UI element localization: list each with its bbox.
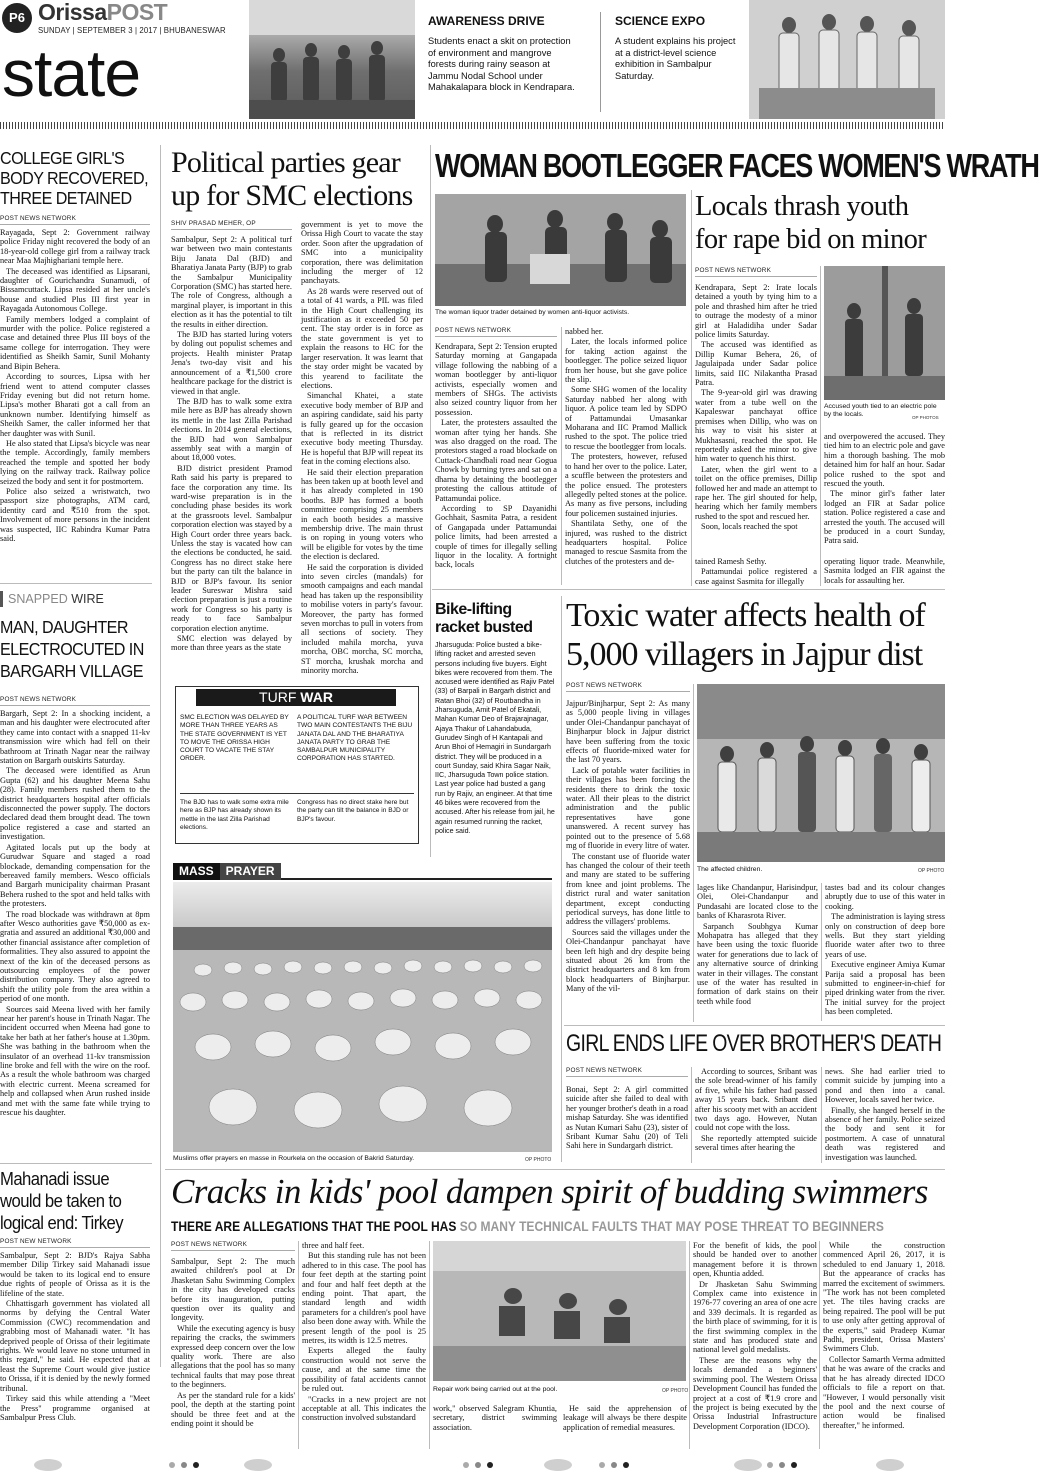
- rape-byline-wrap: [695, 267, 817, 280]
- mass-prayer-label: [173, 862, 552, 880]
- college-girl-article: [0, 148, 150, 574]
- paragraph: Sarpanch Soubhgya Kumar Mohapatra has alleged that they have been using the toxic fluoride water for generations due to lack of any alternative source of drinking water in their villages. The constant use of the water has resulted in formation of dark stains on their teeth while food: [697, 921, 818, 1006]
- column-rule: [691, 190, 692, 586]
- divider: [564, 1025, 945, 1026]
- paragraph: The deceased were identified as Arun Gupta (62) and his daughter Meena Sahu (28). Family members rushed them to the district headquarters hospital after officials disconnected the power supply. The doctors declared dead them brought dead. The town police registered a case and started an investigation.: [0, 766, 150, 842]
- toxic-body-col1: [566, 699, 690, 1021]
- headline-line: Political parties gear: [171, 146, 400, 179]
- smc-article: [171, 220, 427, 676]
- headline-line: Toxic water affects health of: [566, 597, 925, 634]
- fact-text: Congress has no direct stake here but the party can tilt the balance in BJD or BJP's favour.: [297, 799, 409, 823]
- paragraph: SMC election was delayed by more than three years as the state: [171, 634, 292, 653]
- paragraph: Dr Jhasketan Sahu Swimming Complex came into existence in 1976-77 covering an area of one acre and 339 decimals. It is regarded as the birth place of swimming, for it is the first swimming complex in the state and has produced state and national level gold medalists.: [693, 1279, 817, 1355]
- bootlegger-byline-wrap: [435, 327, 557, 340]
- paragraph: Sources said Meena lived with her family near her parent's house in Trinath Nagar. The incident occurred when Meena had gone to take her bath at her father's house at 1.30pm. She was bathing in the bathroom when the insulator of an overhead 11-kv transmission line broke and fell with the wire on the roof. As a result the whole bathroom was charged with electric current. Meena screamed for help and collapsed when Arun rushed inside and met with the same fate while trying to rescue his daughter.: [0, 1004, 150, 1118]
- brand-name-orissa: Orissa: [38, 0, 107, 25]
- headline-line: Mahanadi issue: [0, 1168, 110, 1189]
- paragraph: Sambalpur, Sept 2: The much awaited children's pool at Dr Jhasketan Sahu Swimming Complex in the city has developed cracks before its inauguration, putting question over its quality and longevity.: [171, 1257, 295, 1323]
- column-rule: [689, 1241, 690, 1449]
- photo-caption: Muslims offer prayers en masse in Rourkela on the occasion of Bakrid Saturday.: [173, 1155, 415, 1162]
- bootlegger-headline: WOMAN BOOTLEGGER FACES WOMEN'S WRATH: [435, 147, 1039, 184]
- paragraph: The BJD has to walk some extra mile here as BJP has already shown its mettle in the last Zilla Parishad elections. In 2014 general elections, the BJD had won Sambalpur assembly seat with a margin of about 18,000 votes.: [171, 396, 292, 463]
- registration-marks-graphic: [0, 1458, 945, 1479]
- photo-credit: OP PHOTO: [525, 1157, 552, 1163]
- paragraph: "Cracks in a new project are not acceptable at all. This indicates the construction involved substandard: [302, 1394, 426, 1423]
- headline-line: racket busted: [435, 619, 533, 636]
- fact-text: A POLITICAL TURF WAR BETWEEN TWO MAIN CONTESTANTS THE BIJU JANATA DAL AND THE BHARATIYA JANATA PARTY TO GRAB THE SAMBALPUR MUNICIPALITY CORPORATION HAS STARTED.: [297, 714, 413, 763]
- column-rule: [819, 1241, 820, 1449]
- mahanadi-headline: [0, 1168, 149, 1234]
- mahanadi-article: [0, 1168, 150, 1447]
- accused-youth-photo: [824, 266, 945, 400]
- paragraph: lages like Chandanpur, Harisindpur, Olei, Olei-Chandanpur and Pundasahi are located close to the banks of Kharasrota River.: [697, 883, 818, 921]
- paragraph: Finally, she hanged herself in the absence of her family. Police seized the body and sent it for postmortem. A case of unnatural death was registered and investigation was launched.: [825, 1105, 945, 1162]
- teaser-text: A student explains his project at a district-level science exhibition in Sambalpur Saturday.: [615, 36, 736, 81]
- paragraph: The 9-year-old girl was drawing water from a tube well on the Kapaleswar panchayat office premises when Dillip, who was on his way to visit his sister at Mukhasasni, reached the spot. He reportedly asked the minor to give him water to quench his thirst.: [695, 388, 817, 464]
- kicker: [0, 591, 150, 607]
- paragraph: Bonai, Sept 2: A girl committed suicide after she failed to deal with her younger brother's death in a road mishap Saturday. She was identified as Nutan Kumari Sahu (23), sister of Sribant Kumar Sahu (20) of Teli Sahi here in Sundargarh district.: [566, 1085, 688, 1151]
- rape-body-col2: [824, 432, 945, 548]
- column-rule: [160, 145, 161, 1367]
- suicide-body-col1: [566, 1085, 688, 1165]
- smc-headline: [171, 146, 429, 212]
- byline: POST NEWS NETWORK: [171, 1241, 295, 1251]
- kicker-text: WIRE: [71, 592, 104, 606]
- paragraph: Simanchal Khatei, a state executive body member of BJP and an aspiring candidate, said his party is fully geared up for the occasion that is reflected in its district executive body meeting Thursday. He is hopeful that BJP will repeat its feat in the coming elections also.: [301, 391, 423, 467]
- rape-body-col1: [695, 283, 817, 555]
- college-headline: [0, 148, 150, 208]
- paragraph: Lack of potable water facilities in their villages has been forcing the residents there to drink the toxic water. All their pleas to the district administration and the public representatives have gone unanswered. A recent survey has pointed out to the presence of 5.68 mg of fluoride in every litre of water.: [566, 765, 690, 851]
- bike-headline: [435, 601, 556, 637]
- paragraph: Kendrapara, Sept 2: Tension erupted Saturday morning at Gangapada village following the nabbing of a woman bootlegger by anti-liquor activists, especially women and members of SHGs. The activists also seized country liquor from her possession.: [435, 342, 557, 417]
- paragraph: government is yet to move the Orissa High Court to vacate the stay order. Soon after the upgradation of SMC into a municipality corporation, there was delimitation including the merger of 12 panchayats.: [301, 220, 423, 286]
- article-body-col1: [171, 235, 292, 665]
- byline: POST NEWS NETWORK: [566, 1067, 688, 1077]
- paragraph: Shantilata Sethy, one of the injured, was rushed to the district headquarters hospital. Police managed to rescue Sasmita from the clutches of the protesters and de-: [565, 519, 687, 566]
- paragraph: Some SHG women of the locality Saturday nabbed her along with liquor. A police team led by SDPO of Pattamundai Umasankar Moharana and IIC Pramod Mallick rushed to the spot. The police tried to rescue the bootlegger from locals.: [565, 385, 687, 451]
- label-text: PRAYER: [220, 863, 281, 880]
- awareness-drive-illustration: [249, 0, 415, 119]
- turf-fact: [180, 799, 290, 832]
- masthead-separator: [0, 122, 945, 129]
- divider: [0, 1163, 152, 1164]
- headline-line: Locals thrash youth: [695, 191, 909, 222]
- banner-text: WAR: [300, 689, 333, 705]
- paragraph: Jajpur/Binjharpur, Sept 2: As many as 5,000 people living in villages under Olei-Chandanpur panchayat of Binjharpur block in Jajpur district have been suffering from the toxic effects of fluoride-mixed water for the last 70 years.: [566, 699, 690, 765]
- pool-headline: Cracks in kids' pool dampen spirit of budding swimmers: [171, 1172, 928, 1211]
- brand-logo: [38, 0, 167, 26]
- turf-war-box: [175, 686, 419, 844]
- turf-divider: [180, 793, 414, 794]
- paragraph: While the executing agency is busy repairing the cracks, the swimmers expressed deep concern over the low quality work. There are also allegations that the pool has so many technical faults that may pose threat to the beginners.: [171, 1323, 295, 1390]
- byline: POST NEW NETWORK: [0, 1238, 150, 1248]
- headline-line: COLLEGE GIRL'S: [0, 148, 125, 168]
- column-rule: [561, 596, 562, 1162]
- paragraph: While the construction commenced April 26, 2017, it is scheduled to end January 1, 2018. But the appearance of cracks has marred the excitement of swimmers. "The work has not been completed yet. The tiles having cracks are being repaired. The pool will be put to use only after getting approval of the experts," said Pradeep Kumar Padhi, president, Orissa Masters' Swimmers Club.: [823, 1241, 945, 1354]
- byline: SHIV PRASAD MEHER, OP: [171, 220, 292, 230]
- photo-caption: The affected children.: [697, 866, 763, 873]
- paragraph: Sambalpur, Sept 2: BJD's Rajya Sabha member Dilip Tirkey said Mahanadi issue would be taken to its logical end to ensure due rights of people of Orissa as it is the lifeline of the state.: [0, 1251, 150, 1298]
- suicide-body-col3: [825, 1067, 945, 1165]
- science-expo-illustration: [749, 0, 945, 119]
- paragraph: Sources said the villages under the Olei-Chandanpur panchayat have been left high and dry despite being situated about 26 km from the district headquarters and 8 km from block headquarters of Binjharpur. Many of the vil-: [566, 927, 690, 994]
- turf-fact: [297, 799, 413, 824]
- fact-text: SMC ELECTION WAS DELAYED BY MORE THAN THREE YEARS AS THE STATE GOVERNMENT IS YET TO MOVE THE ORISSA HIGH COURT TO VACATE THE STAY ORDER.: [180, 714, 289, 763]
- byline: POST NEWS NETWORK: [695, 267, 817, 277]
- photo-credit: OP PHOTO: [662, 1388, 689, 1394]
- paragraph: Agitated locals put up the body at Gurudwar Square and staged a road blockade, demanding compensation for the bereaved family members. Wesco officials and Bargarh municipality chairman Prasant Behera rushed to the spot and held talks with the protesters.: [0, 842, 150, 909]
- paragraph: The BJD has started luring voters by doling out populist schemes and projects. Health minister Pratap Jena's two-day visit and his announcement of a ₹1,500 crore healthcare package for the district is viewed in that angle.: [171, 330, 292, 396]
- page-number-badge: P6: [2, 3, 32, 33]
- paragraph: According to sources, Sribant was the sole bread-winner of his family of five, while his father had passed away 15 years back. Sribant died after his scooty met with an accident two days ago. However, Nutan could not cope with the loss.: [695, 1067, 817, 1133]
- paragraph: Tirkey said this while attending a "Meet the Press" programme organised at Sambalpur Press Club.: [0, 1394, 150, 1422]
- bootlegger-illustration: [435, 194, 686, 306]
- suicide-body-col2: [695, 1067, 817, 1165]
- paragraph: Family members lodged a complaint of murder with the police. Police registered a case and detained three Plus III boys of the same college for interrogation. They were identified as Sheikh Samir, Sunil Mohanty and Bipin Behera.: [0, 314, 150, 371]
- teaser-divider: [600, 12, 601, 112]
- column-rule: [561, 327, 562, 585]
- paragraph: Collector Samarth Verma admitted that he was aware of the cracks and that he has already directed IDCO officials to file a report on that. "However, I would personally visit the pool and the next course of action would be finalised thereafter," he informed.: [823, 1354, 945, 1430]
- brand-name-post: POST: [106, 0, 168, 25]
- byline: POST NEWS NETWORK: [435, 327, 557, 337]
- paragraph: BJD district president Pramod Rath said his party is prepared to face the corporation any time. Its ward-wise preparation is in the concluding phase besides its work at the grassroots level. Sambalpur corporation election was stayed by a High Court order three years back. Unless the stay is vacated how can the elections be conducted, he said. Congress has no direct stake here but the party can tilt the balance in BJD or BJP's favour. Its senior leader Sureswar Mishra said election preparation is just a routine work for Congress so his party is ready to face Sambalpur corporation election anytime.: [171, 463, 292, 633]
- paragraph: The protesters, however, refused to hand her over to the police. Later, a scuffle between the protesters and the police ensued. The protesters allegedly pelted stones at the police. As many as five persons, including four policemen sustained injuries.: [565, 452, 687, 518]
- paragraph: According to sources, Lipsa with her friend went to attend computer classes Friday evening but did not return home. Lipsa's mother Bharati got a call from an unknown number. Identifying himself as Sheikh Samer, the caller informed her that her daughter was with Sunil.: [0, 372, 150, 438]
- paragraph: and overpowered the accused. They tied him to an electric pole and gave him a thorough bashing. The mob detained him for half an hour. Sadar police rushed to the spot and rescued the youth.: [824, 432, 945, 489]
- pool-repair-photo: [433, 1241, 686, 1381]
- rape-bid-headline: [695, 190, 945, 256]
- column-rule: [430, 145, 431, 857]
- toxic-byline-wrap: [566, 682, 690, 695]
- affected-children-photo: [697, 684, 945, 862]
- teaser-text: Students enact a skit on protection of environment and mangrove forests during rainy season at Jammu Nodal School under Mahakalapara block in Kendrapara.: [428, 36, 575, 93]
- column-rule: [298, 1241, 299, 1449]
- subhead-text: THERE ARE ALLEGATIONS THAT THE POOL HAS: [171, 1218, 457, 1234]
- headline-line: 5,000 villagers in Jajpur dist: [566, 636, 923, 673]
- turf-fact: [297, 714, 413, 764]
- article-body: [0, 1251, 150, 1447]
- pool-body-col2: [302, 1241, 426, 1449]
- teaser-title: AWARENESS DRIVE: [428, 14, 545, 28]
- suicide-headline: GIRL ENDS LIFE OVER BROTHER'S DEATH: [566, 1030, 942, 1057]
- photo-caption: The woman liquor trader detained by women anti-liquor activists.: [435, 309, 630, 316]
- photo-caption: Accused youth tied to an electric pole by the locals.: [824, 403, 937, 418]
- headline-line: ELECTROCUTED IN: [0, 639, 144, 659]
- paragraph: Kendrapara, Sept 2: Irate locals detained a youth by tying him to a pole and thrashed him after he tried to outrage the modesty of a minor girl at Haladidiha under Sadar police limits Saturday.: [695, 283, 817, 340]
- byline: POST NEWS NETWORK: [0, 215, 150, 225]
- snapped-wire-article: [0, 591, 150, 1145]
- bootlegger-photo: [435, 194, 686, 306]
- subhead-text: SO MANY TECHNICAL FAULTS THAT MAY POSE THREAT TO BEGINNERS: [459, 1218, 884, 1234]
- paragraph: nabbed her.: [565, 327, 604, 336]
- paragraph: The accused was identified as Dillip Kumar Behera, 26, of Jagulaipada under Sadar police limits, said IIC Nilakantha Prasad Patra.: [695, 340, 817, 388]
- bike-lifting-article: [435, 601, 556, 841]
- bootlegger-body-col1: [435, 342, 557, 586]
- paragraph: tastes bad and its colour changes abruptly due to use of this water in cooking.: [825, 883, 945, 911]
- photo-credit: OP PHOTO: [918, 868, 945, 874]
- paragraph: tained Ramesh Sethy.: [695, 557, 767, 566]
- pool-repair-illustration: [433, 1241, 686, 1381]
- paragraph: three and half feet.: [302, 1241, 365, 1250]
- turf-war-banner: [196, 689, 396, 706]
- paragraph: But this standing rule has not been adhered to in this case. The pool has four feet depth at the starting point and four and half feet depth at the ending point. That apart, the standard length and width parameters for a children's pool have also been done away with. While the present length of the pool is 25 metres, its width is 12.5 metres.: [302, 1251, 426, 1346]
- teaser-science: [615, 14, 740, 82]
- divider: [432, 589, 945, 590]
- snapped-headline: [0, 616, 150, 682]
- kicker-text: SNAPPED: [8, 592, 68, 606]
- paragraph: The minor girl's father later lodged an FIR at Sadar police station. Police registered a case and arrested the youth. The accused will be produced in a court Sunday, Patra said.: [824, 489, 945, 546]
- pool-body-col6: [823, 1241, 945, 1449]
- bootlegger-body-col3: [695, 557, 817, 587]
- article-body-col2: [301, 220, 423, 676]
- paragraph: As 28 wards were reserved out of a total of 41 wards, a PIL was filed in the High Court challenging its justification as it exceeded 50 per cent. The stay order is in force as the state government is yet to explain the reasons to HC for the larger reservation. It was learnt that the stay order might be vacated by this yearend to facilitate the elections.: [301, 286, 423, 390]
- bike-body: Jharsuguda: Police busted a bike-lifting racket and arrested seven persons including five buyers. Eight bikes were recovered from them. The accused were identified as Rajiv Patel (33) of Barpali in Bargarh district and Ratan Bhoi (32) of Routbandha in Jharsuguda, Amit Patel of Ekatali, Mahan Kumar Deo of Brajarajnagar, Ajaya Thakur of Lahandabuda, Gurudev Singh of H Kantapali and Arun Bhoi of Hemagiri in Sundargarh district. They will be produced in a court Sunday, said Khira Sagar Naik, IIC, Jharsuguda Town police station. Last year police had busted a gang run by Rajiv, an engineer. At that time 46 bikes were recovered from the accused. After his release from jail, he again resumed running the racket, police said.: [435, 641, 555, 835]
- paragraph: He said the apprehension of leakage will always be there despite application of remedial measures.: [563, 1404, 687, 1432]
- paragraph: Later, when the girl went to a toilet on the office premises, Dillip followed her and made an attempt to rape her. The girl shouted for help, hearing which her family members rushed to the spot and rescued her.: [695, 464, 817, 521]
- paragraph: As per the standard rule for a kids' pool, the depth at the starting point should be three feet and at the ending point it should be: [171, 1390, 295, 1428]
- paragraph: Executive engineer Amiya Kumar Parija said a proposal has been submitted to engineer-in-chief for piped drinking water from the river. The initial survey for the project has been completed.: [825, 960, 945, 1017]
- paragraph: She reportedly attempted suicide several times after hearing the: [695, 1133, 817, 1153]
- toxic-body-col2: [697, 883, 818, 1021]
- suicide-byline-wrap: [566, 1067, 688, 1080]
- divider: [165, 1169, 945, 1170]
- column-rule: [691, 1067, 692, 1163]
- paragraph: Sambalpur, Sept 2: A political turf war between two main contestants Biju Janata Dal (BJD) and Bharatiya Janata Party (BJP) to grab the Sambalpur Municipality Corporation (SMC) has started here. The role of Congress, although a marginal player, is important in this election as it has the potential to tilt the results in either direction.: [171, 235, 292, 329]
- paragraph: According to SP Dayanidhi Gochhait, Sasmita Patra, a resident of Gangapada under Pattamundai police limits, had been arrested a couple of times for illegally selling liquor in the locality. A fortnight back, locals: [435, 503, 557, 570]
- headline-line: logical end: Tirkey: [0, 1212, 124, 1233]
- headline-line: for rape bid on minor: [695, 224, 927, 255]
- paragraph: Bargarh, Sept 2: In a shocking incident, a man and his daughter were electrocuted after they came into contact with a snapped 11-kv transmission wire which had fell on their bathroom at Trinath Nagar near the railway station on Bargarh outskirts Saturday.: [0, 709, 150, 766]
- article-body: [0, 709, 150, 1145]
- bootlegger-body-col2: [565, 327, 687, 586]
- paragraph: The administration is laying stress only on construction of deep bore wells. But they start yielding fluoride water after two to three years of use.: [825, 912, 945, 959]
- accused-youth-illustration: [824, 266, 945, 400]
- column-rule: [693, 684, 694, 1022]
- section-title: state: [2, 36, 141, 110]
- mass-prayer-photo: [173, 882, 552, 1152]
- column-rule: [821, 1067, 822, 1163]
- turf-fact: [180, 714, 290, 764]
- article-body: [0, 228, 150, 574]
- paragraph: Rayagada, Sept 2: Government railway police Friday night recovered the body of an 18-year-old college girl from a railway track near Maa Majhighariani temple here.: [0, 228, 150, 266]
- awareness-drive-photo: [249, 0, 415, 119]
- photo-credit: OP PHOTOS: [912, 415, 939, 420]
- headline-line: BODY RECOVERED,: [0, 168, 148, 188]
- fact-text: The BJD has to walk some extra mile here as BJP has already shown its mettle in the last Zilla Parishad elections.: [180, 799, 289, 831]
- affected-children-illustration: [697, 684, 945, 862]
- pool-body-col3: [433, 1404, 557, 1449]
- rape-body-col3: [824, 557, 945, 587]
- pool-body-col5: [693, 1241, 817, 1449]
- pool-byline-wrap: [171, 1241, 295, 1254]
- paragraph: Police also seized a wristwatch, two passport size photographs, ATM card, identity card and ₹510 from the spot. Involvement of more persons in the incident was suspected, IIC Rabindra Kumar Patra said.: [0, 486, 150, 543]
- date-line: SUNDAY | SEPTEMBER 3 | 2017 | BHUBANESWAR: [38, 26, 226, 35]
- column-rule: [821, 883, 822, 1021]
- paragraph: These are the reasons why the locals demanded a beginners' swimming pool. The Western Orissa Development Council has funded the project at a cost of ₹1.9 crore and the project is being executed by the Orissa Industrial Infrastructure Development Corporation (IDCO).: [693, 1355, 817, 1431]
- paragraph: Chhattisgarh government has violated all norms by defying the Central Water Commission (CWC) recommendation and grabbing most of Mahanadi water. "It has deprived people of Orissa of their legitimate rights. We would leave no stone unturned in this regard," he said. He expected that at least the Supreme Court would give justice to Orissa, if it is denied by the newly formed tribunal.: [0, 1299, 150, 1393]
- paragraph: Later, the protesters assaulted the woman after tying her hands. She was also dragged on the road. The protestors staged a road blockade on Cuttack-Chandbali road near Gogua Chowk by burning tyres and sat on a dharna by detaining the bootlegger protesting the callous attitude of Pattamundai police.: [435, 418, 557, 503]
- paragraph: operating liquor trade. Meanwhile, Sasmita lodged an FIR against the locals for assaulting her.: [824, 557, 945, 585]
- toxic-water-headline: [566, 596, 945, 674]
- paragraph: The deceased was identified as Lipsarani, daughter of Gourichandra Sunamudi, of Bissamcuttack. Lipsa resided at her uncle's house and studied Plus III first year in Rayagada Autonomous College.: [0, 266, 150, 314]
- paragraph: Pattamundai police registered a case against Sasmita for illegally: [695, 567, 817, 586]
- headline-line: up for SMC elections: [171, 179, 413, 212]
- paragraph: Experts alleged the faulty construction would not serve the cause, and at the same time the possibility of fatal accidents cannot be ruled out.: [302, 1346, 426, 1394]
- paragraph: The constant use of fluoride water has changed the colour of their teeth and many are stated to be suffering from knee and joint problems. The district rural and water sanitation department, except conducting periodical surveys, has done little to address the villagers' problems.: [566, 851, 690, 927]
- headline-line: THREE DETAINED: [0, 188, 132, 208]
- mass-prayer-illustration: [173, 882, 552, 1152]
- teaser-awareness: [428, 14, 578, 94]
- byline: POST NEWS NETWORK: [566, 682, 690, 692]
- byline: POST NEWS NETWORK: [0, 696, 150, 706]
- print-registration-marks: [0, 1458, 945, 1479]
- paragraph: For the benefit of kids, the pool should be handed over to another management before it is thrown open, Khuntia added.: [693, 1241, 817, 1279]
- paragraph: news. She had earlier tried to commit suicide by jumping into a pond and then into a canal. However, locals saved her twice.: [825, 1067, 945, 1105]
- teaser-title: SCIENCE EXPO: [615, 14, 706, 28]
- headline-line: MAN, DAUGHTER: [0, 617, 128, 637]
- masthead: [0, 0, 248, 118]
- divider: [0, 583, 152, 584]
- science-expo-photo: [749, 0, 945, 119]
- headline-line: BARGARH VILLAGE: [0, 661, 143, 681]
- column-rule: [429, 1241, 430, 1449]
- column-rule: [820, 266, 821, 586]
- paragraph: work," observed Salegram Khuntia, secretary, district swimming association.: [433, 1404, 557, 1432]
- headline-line: would be taken to: [0, 1190, 122, 1211]
- pool-body-col1: [171, 1257, 295, 1449]
- paragraph: He also stated that Lipsa's bicycle was near the temple. Accordingly, family members reached the temple and spotted her body lying on the railway track. Railway police seized the body and sent it for postmortem.: [0, 438, 150, 486]
- label-text: MASS: [173, 863, 220, 880]
- banner-text: TURF: [259, 689, 297, 705]
- paragraph: He said their election preparation has been taken up at booth level and it has already completed in 190 booths. BJP has formed a booth committee comprising 25 members in each booth besides a massive membership drive. The main thrust is on roping in young voters who will be eligible for votes by the time the election is declared.: [301, 467, 423, 562]
- paragraph: Later, the locals informed police for taking action against the bootlegger. The police seized liquor from her house, but she gave police the slip.: [565, 337, 687, 385]
- paragraph: Soon, locals reached the spot: [701, 522, 798, 532]
- paragraph: He said the corporation is divided into seven circles (mandals) for smooth campaigns and each mandal head has taken up the responsibility to mobilise voters in party's favour. Moreover, the party has formed seven morchas to pull in voters from all sections of society. They included mahila morcha, yuva morcha, OBC morcha, SC morcha, ST morcha, krushak morcha and minority morcha.: [301, 562, 423, 676]
- pool-body-col4: [563, 1404, 687, 1449]
- toxic-body-col3: [825, 883, 945, 1021]
- photo-caption: Repair work being carried out at the pool.: [433, 1386, 558, 1393]
- headline-line: Bike-lifting: [435, 601, 512, 618]
- paragraph: The road blockade was withdrawn at 8pm after Wesco authorities gave ₹50,000 as ex-gratia and assured an additional ₹30,000 and other financial assistance after completion of formalities. They also assured to appoint the next of the kin of the deceased persons as outsourcing employees of the power distribution company. They also agreed to shift the utility pole from the area within a period of one month.: [0, 909, 150, 1004]
- pool-subhead: [171, 1218, 884, 1235]
